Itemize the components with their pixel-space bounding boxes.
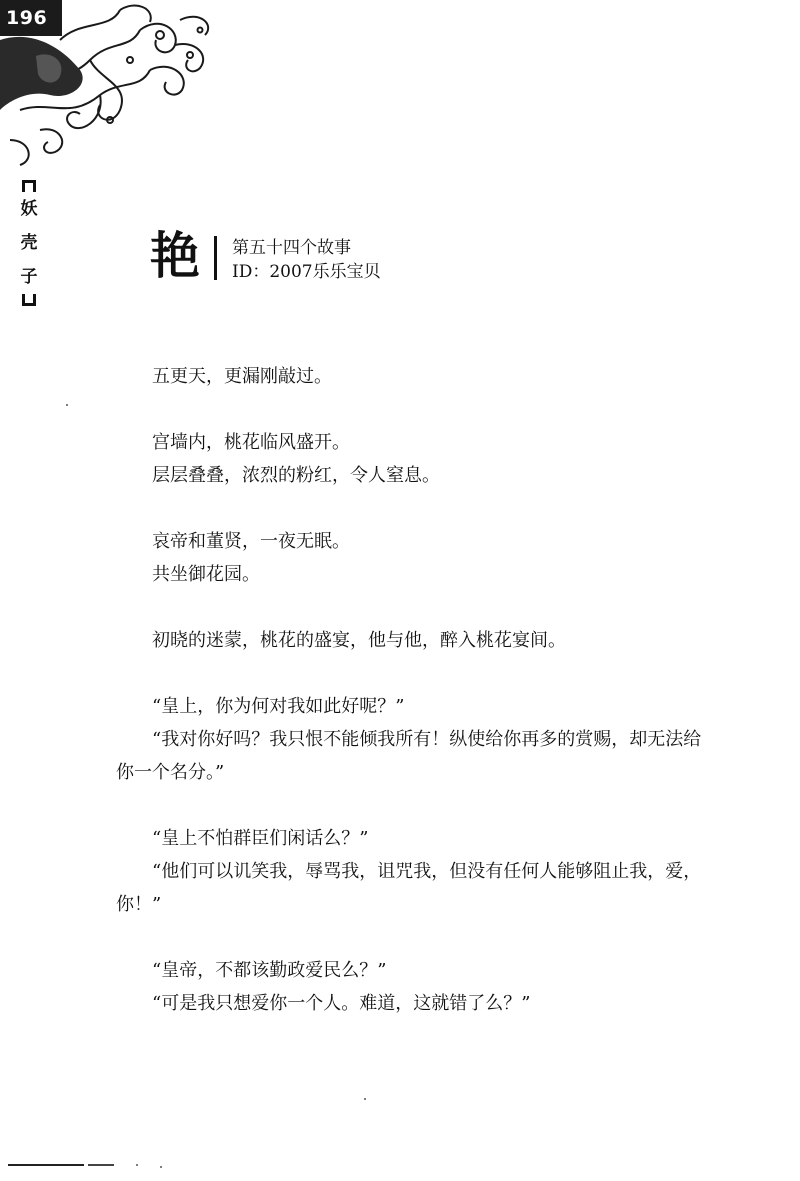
print-speck bbox=[136, 1164, 138, 1166]
chapter-divider bbox=[214, 236, 217, 280]
chapter-subtitle: 第五十四个故事 bbox=[232, 238, 351, 258]
print-speck bbox=[160, 1166, 162, 1168]
paragraph-gap bbox=[116, 657, 716, 690]
book-title-vertical bbox=[14, 180, 44, 306]
paragraph: “皇上不怕群臣们闲话么？” bbox=[152, 828, 369, 849]
print-speck bbox=[66, 404, 68, 406]
bracket-top bbox=[22, 180, 36, 192]
paragraph: 宫墙内，桃花临风盛开。 bbox=[152, 432, 350, 453]
paragraph: 共坐御花园。 bbox=[152, 564, 260, 585]
chapter-title-char: 艳 bbox=[150, 226, 200, 285]
paragraph: “我对你好吗？我只恨不能倾我所有！纵使给你再多的赏赐，却无法给你一个名分。” bbox=[116, 729, 702, 783]
paragraph-gap bbox=[116, 591, 716, 624]
paragraph: “皇上，你为何对我如此好呢？” bbox=[152, 696, 405, 717]
book-title-char: 子 bbox=[20, 267, 38, 287]
paragraph-gap bbox=[116, 789, 716, 822]
book-title-char: 妖 bbox=[20, 199, 38, 219]
paragraph: 五更天，更漏刚敲过。 bbox=[152, 366, 332, 387]
body-text bbox=[116, 360, 716, 1020]
paragraph: “可是我只想爱你一个人。难道，这就错了么？” bbox=[152, 993, 531, 1014]
book-title-char: 壳 bbox=[20, 233, 38, 253]
bracket-bottom bbox=[22, 294, 36, 306]
footer-rule bbox=[8, 1164, 84, 1166]
page-number: 196 bbox=[0, 0, 62, 36]
chapter-author: ID：2007乐乐宝贝 bbox=[232, 262, 381, 282]
print-speck bbox=[364, 1098, 366, 1100]
paragraph: “皇帝，不都该勤政爱民么？” bbox=[152, 960, 387, 981]
paragraph: 哀帝和董贤，一夜无眠。 bbox=[152, 531, 350, 552]
paragraph-gap bbox=[116, 921, 716, 954]
paragraph: “他们可以讥笑我，辱骂我，诅咒我，但没有任何人能够阻止我，爱，你！” bbox=[116, 861, 702, 915]
chapter-info bbox=[232, 236, 381, 284]
paragraph: 层层叠叠，浓烈的粉红，令人窒息。 bbox=[152, 465, 440, 486]
footer-rule-short bbox=[88, 1164, 114, 1166]
paragraph-gap bbox=[116, 393, 716, 426]
paragraph: 初晓的迷蒙，桃花的盛宴，他与他，醉入桃花宴间。 bbox=[152, 630, 566, 651]
paragraph-gap bbox=[116, 492, 716, 525]
